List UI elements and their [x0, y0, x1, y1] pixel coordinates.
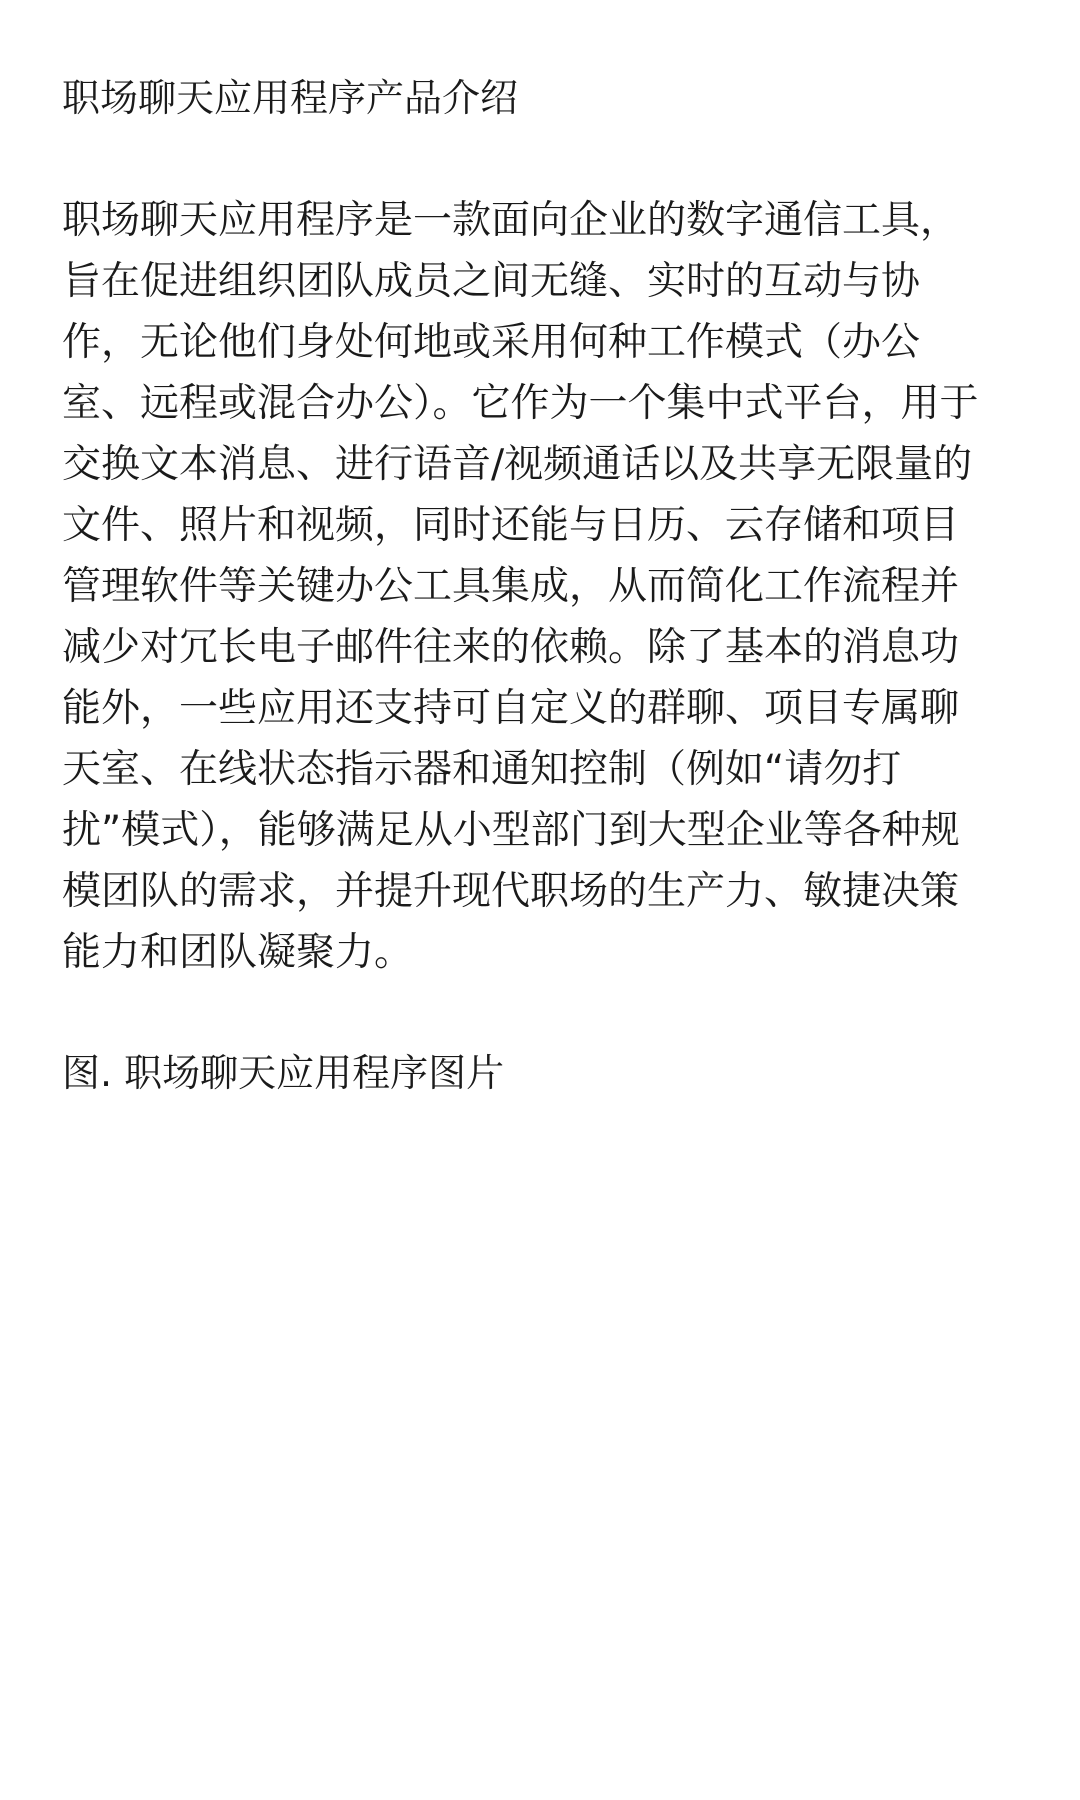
body-line: 管理软件等关键办公工具集成，从而简化工作流程并 — [62, 564, 960, 609]
body-line: 职场聊天应用程序是一款面向企业的数字通信工具， — [62, 198, 960, 243]
body-line: 能外，一些应用还支持可自定义的群聊、项目专属聊 — [62, 686, 960, 731]
body-line: 交换文本消息、进行语音/视频通话以及共享无限量的 — [62, 442, 973, 487]
body-line: 能力和团队凝聚力。 — [62, 930, 414, 975]
body-line: 天室、在线状态指示器和通知控制（例如“请勿打 — [62, 747, 902, 792]
document-title: 职场聊天应用程序产品介绍 — [62, 76, 519, 120]
figure-caption: 图. 职场聊天应用程序图片 — [62, 1051, 505, 1095]
body-line: 扰”模式），能够满足从小型部门到大型企业等各种规 — [62, 808, 960, 853]
document-body — [62, 190, 1022, 983]
body-line: 减少对冗长电子邮件往来的依赖。除了基本的消息功 — [62, 625, 960, 670]
body-line: 室、远程或混合办公）。它作为一个集中式平台，用于 — [62, 381, 979, 426]
body-line: 旨在促进组织团队成员之间无缝、实时的互动与协 — [62, 259, 921, 304]
body-line: 作，无论他们身处何地或采用何种工作模式（办公 — [62, 320, 921, 365]
body-line: 文件、照片和视频，同时还能与日历、云存储和项目 — [62, 503, 960, 548]
document — [62, 70, 1022, 1101]
body-line: 模团队的需求，并提升现代职场的生产力、敏捷决策 — [62, 869, 960, 914]
